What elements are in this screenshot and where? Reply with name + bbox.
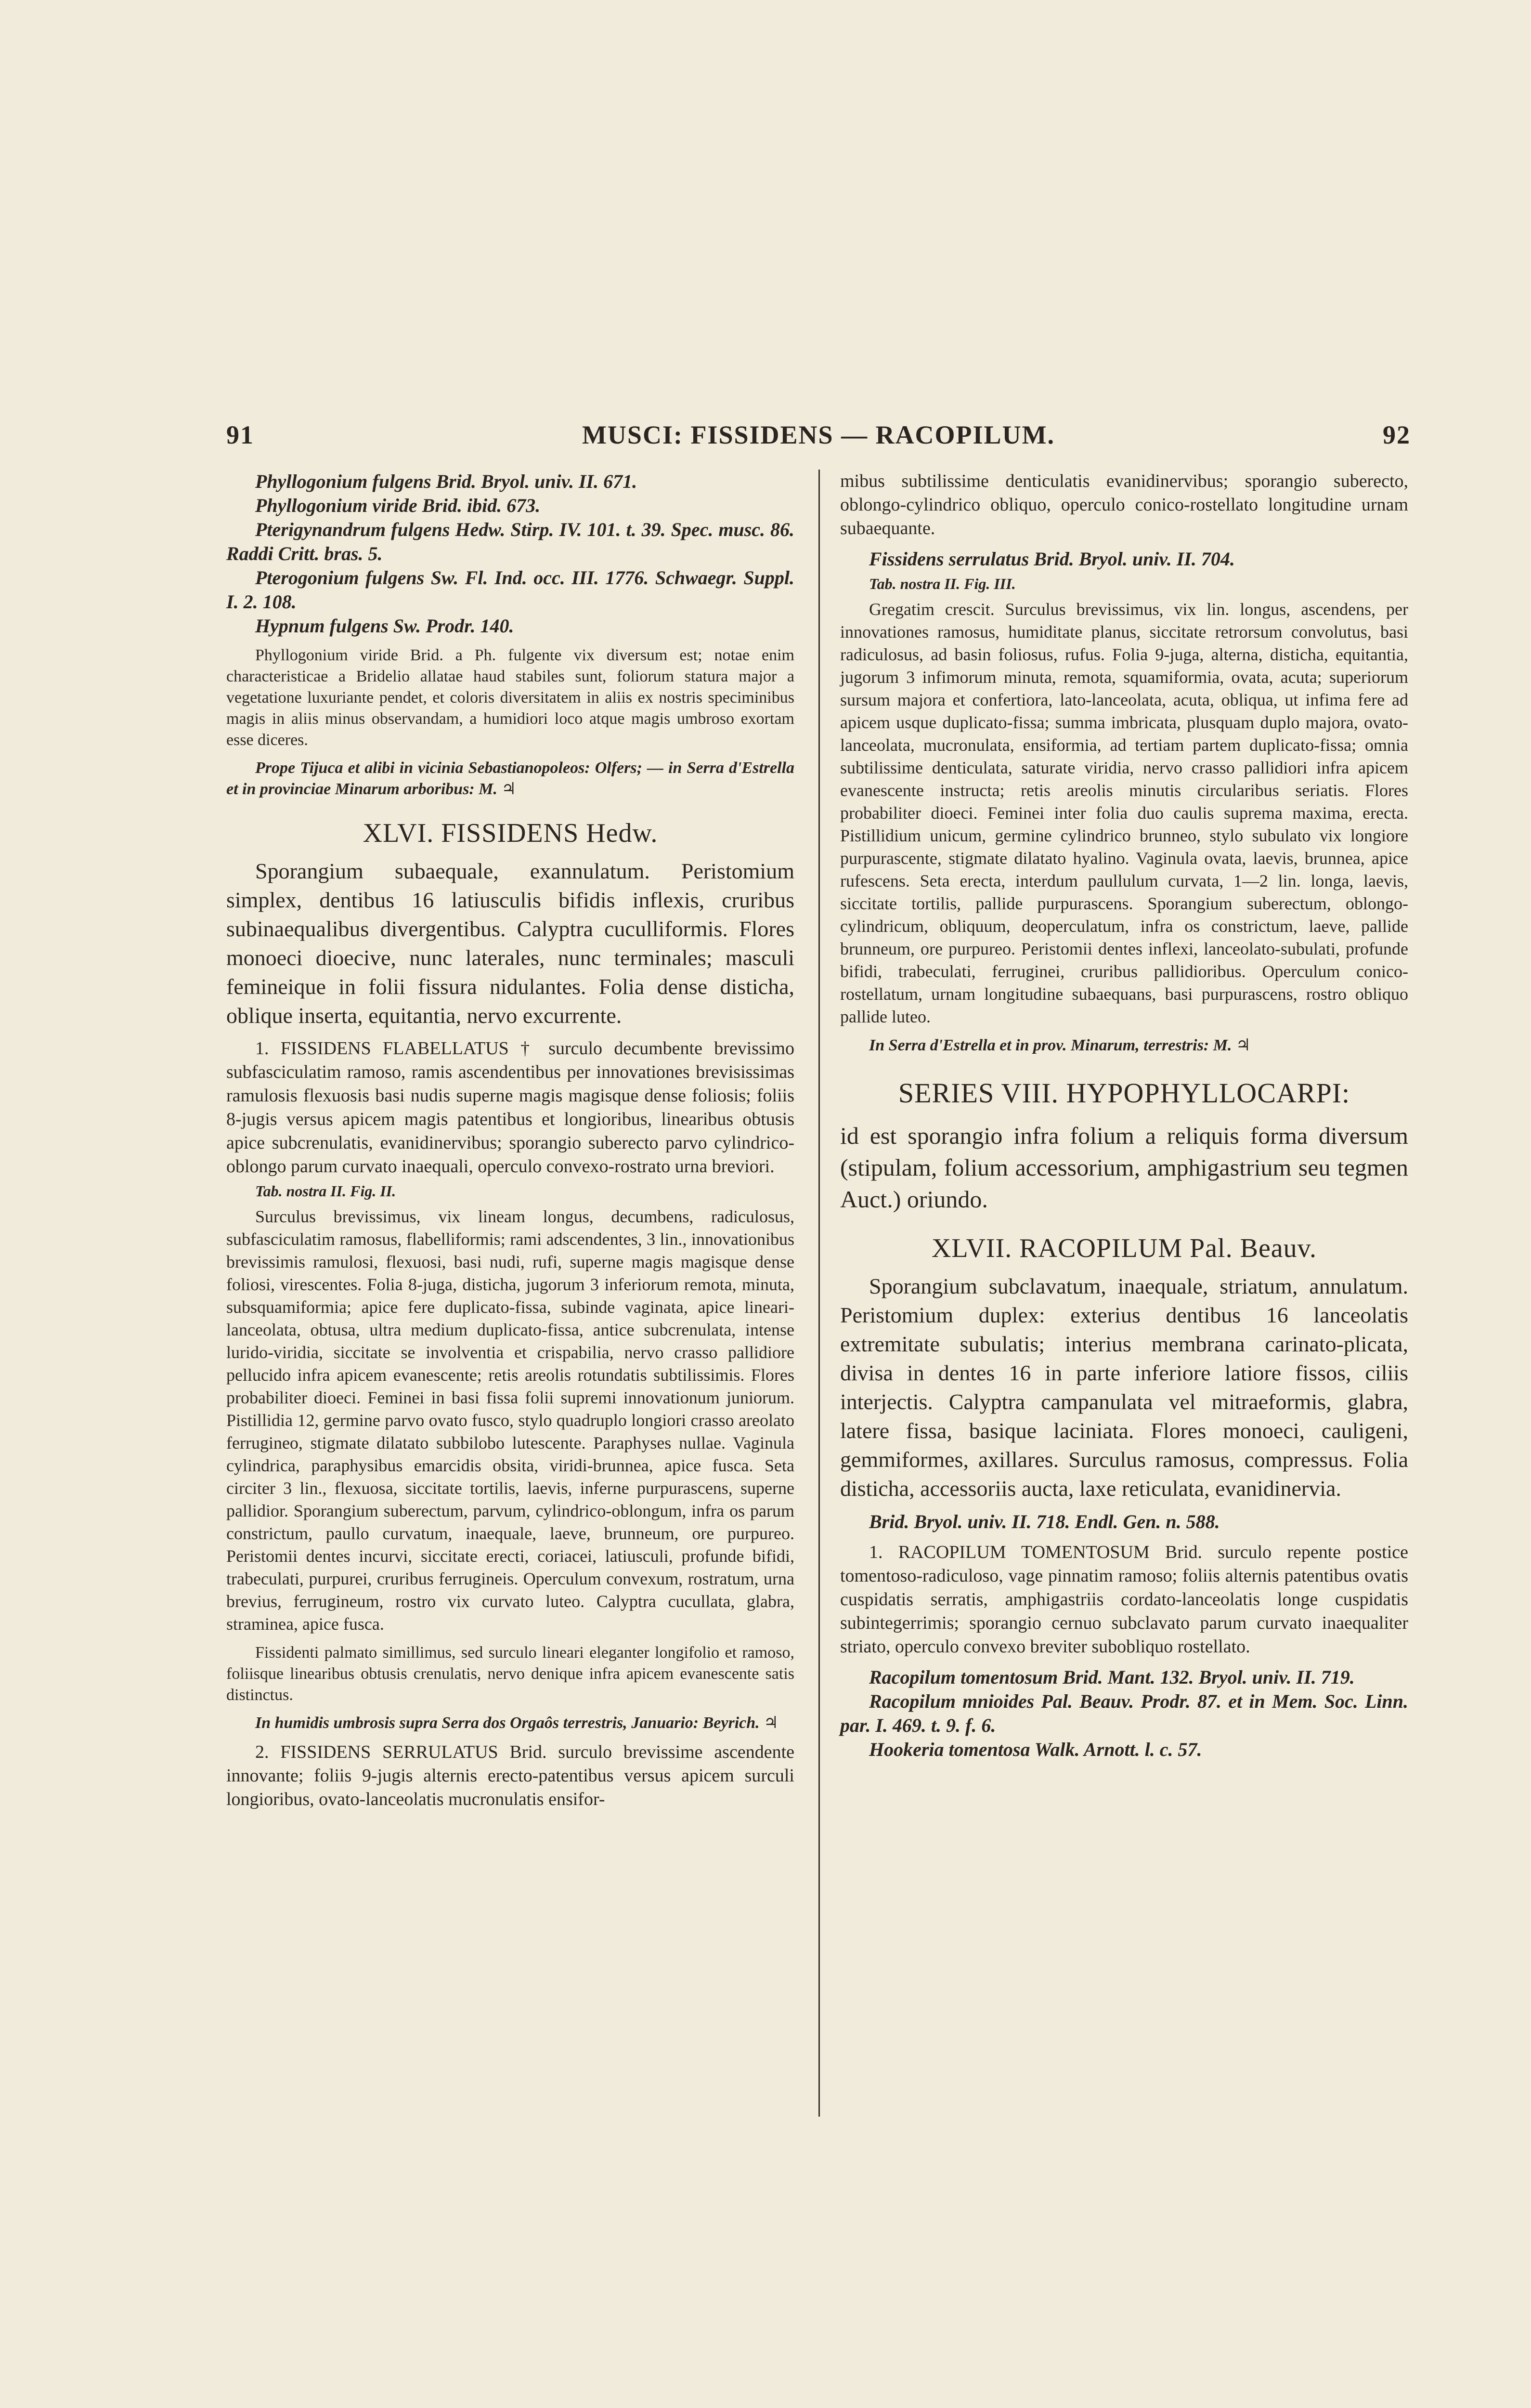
species-diagnosis-continued: mibus subtilissime denticulatis evanidinervibus; sporangio suberecto, oblongo-cylindrico obliquo, operculo conico-rostellato longitudine urnam subaequante. [840, 471, 1408, 538]
synonym: Racopilum mnioides Pal. Beauv. Prodr. 87. et in Mem. Soc. Linn. par. I. 469. t. 9. f. 6. [840, 1690, 1408, 1736]
synonym: Pterogonium fulgens Sw. Fl. Ind. occ. III. 1776. Schwaegr. Suppl. I. 2. 108. [226, 567, 794, 613]
species-diagnosis: 1. RACOPILUM TOMENTOSUM Brid. surculo repente postice tomentoso-radiculoso, vage pinnatim ramoso; foliis alternis patentibus ovatis cuspidatis serratis, amphigastriis cordato-lanceolatis longe cuspidatis subintegerrimis; sporangio cernuo subclavato parum curvato inaequaliter striato, operculo convexo breviter subobliquo rostellato. [840, 1542, 1408, 1657]
column-divider [818, 470, 820, 2117]
running-title: MUSCI: FISSIDENS — RACOPILUM. [582, 420, 1055, 449]
series-heading: SERIES VIII. HYPOPHYLLOCARPI: [898, 1077, 1350, 1109]
genus-description: Sporangium subaequale, exannulatum. Peristomium simplex, dentibus 16 latiusculis bifidis inflexis, cruribus subinaequalibus divergentibus. Calyptra cuculliformis. Flores monoeci dioecive, nunc laterales, nunc terminales; masculi femineique in folii fissura nidulantes. Folia dense disticha, oblique inserta, equitantia, nervo excurrente. [226, 859, 794, 1028]
genus-heading: XLVI. FISSIDENS Hedw. [363, 818, 658, 848]
synonym: Racopilum tomentosum Brid. Mant. 132. Bryol. univ. II. 719. [869, 1666, 1355, 1688]
synonym: Fissidens serrulatus Brid. Bryol. univ. II. 704. [869, 548, 1235, 570]
species-diagnosis: 2. FISSIDENS SERRULATUS Brid. surculo brevissime ascendente innovante; foliis 9-jugis alternis erecto-patentibus versus apicem surculi longioribus, ovato-lanceolatis mucronulatis ensifor- [226, 1742, 794, 1809]
locality-paragraph: Prope Tijuca et alibi in vicinia Sebastianopoleos: Olfers; — in Serra d'Estrella et in provinciae Minarum arboribus: M. ♃ [226, 759, 794, 798]
right-column [840, 470, 1408, 1762]
note-paragraph: Phyllogonium viride Brid. a Ph. fulgente vix diversum est; notae enim characteristicae a Bridelio allatae haud stabiles sunt, foliorum statura major a vegetatione luxuriante pendet, et coloris diversitatem in aliis ex nostris speciminibus magis in aliis minus observandam, a humidiori loco atque magis umbroso exortam esse diceres. [226, 646, 794, 749]
left-column [226, 470, 794, 1811]
running-head [226, 420, 1411, 454]
synonym: Phyllogonium viride Brid. ibid. 673. [255, 495, 541, 516]
synonym: Hypnum fulgens Sw. Prodr. 140. [255, 615, 514, 637]
series-subtitle: id est sporangio infra folium a reliquis forma diversum (stipulam, folium accessorium, amphigastrium seu tegmen Auct.) oriundo. [840, 1122, 1408, 1213]
page-number-left: 91 [226, 420, 254, 449]
synonym: Phyllogonium fulgens Brid. Bryol. univ. II. 671. [255, 471, 637, 492]
synonym: Pterigynandrum fulgens Hedw. Stirp. IV. 101. t. 39. Spec. musc. 86. Raddi Critt. bras. 5. [226, 519, 794, 564]
locality-paragraph: In humidis umbrosis supra Serra dos Orgaôs terrestris, Januario: Beyrich. ♃ [255, 1714, 778, 1732]
genus-heading: XLVII. RACOPILUM Pal. Beauv. [931, 1233, 1317, 1263]
page-number-right: 92 [1383, 420, 1411, 449]
genus-description: Sporangium subclavatum, inaequale, striatum, annulatum. Peristomium duplex: exterius dentibus 16 lanceolatis extremitate subulatis; interius membrana carinato-plicata, divisa in dentes 16 in parte inferiore latiore fissos, ciliis interjectis. Calyptra campanulata vel mitraeformis, glabra, latere fissa, basique laciniata. Flores monoeci, cauligeni, gemmiformes, axillares. Surculus ramosus, compressus. Folia disticha, accessoriis aucta, laxe reticulata, evanidinervia. [840, 1274, 1408, 1501]
synonym: Hookeria tomentosa Walk. Arnott. l. c. 57. [869, 1739, 1202, 1760]
species-description: Gregatim crescit. Surculus brevissimus, vix lin. longus, ascendens, per innovationes ramosus, humiditate planus, siccitate retrorsum convolutus, basi radiculosus, ad basin foliosus, rufus. Folia 9-juga, alterna, disticha, equitantia, jugorum 3 infimorum minuta, remota, squamiformia, ovata, acuta; superiorum sursum majora et confertiora, lato-lanceolata, acuta, obliqua, ut infima fere ad apicem usque duplicato-fissa; summa imbricata, plusquam duplo majora, ovato-lanceolata, mucronulata, ensiformia, ad tertiam partem duplicato-fissa; omnia subtilissime denticulata, saturate viridia, nervo crasso pallidiori infra apicem evanescente instructa; retis areolis minutis circularibus seriatis. Flores probabiliter dioeci. Feminei inter folia duo caulis suprema maxima, erecta. Pistillidium unicum, germine cylindrico brunneo, stylo subulato vix longiore purpurascente, stigmate dilatato hyalino. Vaginula ovata, laevis, brunnea, apice rufescens. Seta erecta, interdum paullulum curvata, 1—2 lin. longa, laevis, siccitate tortilis, pallide purpurascens. Sporangium suberectum, oblongo-cylindricum, obliquum, deoperculatum, infra os constrictum, laeve, pallide brunneum, ore purpureo. Peristomii dentes inflexi, lanceolato-subulati, profunde bifidi, trabeculati, ferruginei, cruribus pallidioribus. Operculum conico-rostellatum, urnam longitudine subaequans, basi purpurascens, rostro obliquo pallide luteo. [840, 600, 1408, 1026]
genus-reference: Brid. Bryol. univ. II. 718. Endl. Gen. n. 588. [869, 1511, 1220, 1532]
species-diagnosis: 1. FISSIDENS FLABELLATUS † surculo decumbente brevissimo subfasciculatim ramoso, ramis ascendentibus per innovationes brevisissimas ramulosis flexuosis basi nudis superne magis magisque dense foliosis; foliis 8-jugis versus apicem magis patentibus et longioribus, linearibus obtusis apice subcrenulatis, evanidinervibus; sporangio suberecto parvo cylindrico-oblongo parum curvato inaequali, operculo convexo-rostrato urna breviori. [226, 1038, 794, 1177]
plate-reference: Tab. nostra II. Fig. II. [255, 1182, 396, 1200]
note-paragraph: Fissidenti palmato simillimus, sed surculo lineari eleganter longifolio et ramoso, foliisque linearibus obtusis crenulatis, nervo denique infra apicem evanescente satis distinctus. [226, 1644, 794, 1704]
locality-paragraph: In Serra d'Estrella et in prov. Minarum, terrestris: M. ♃ [869, 1036, 1251, 1054]
plate-reference: Tab. nostra II. Fig. III. [869, 575, 1016, 592]
species-description: Surculus brevissimus, vix lineam longus, decumbens, radiculosus, subfasciculatim ramosus, flabelliformis; rami adscendentes, 3 lin., innovationibus brevissimis ramulosi, flexuosi, basi nudi, rufi, superne magis magisque dense foliosi, virescentes. Folia 8-juga, disticha, jugorum 3 inferiorum remota, minuta, subsquamiformia; apice fere duplicato-fissa, subinde vaginata, apice lineari-lanceolata, obtusa, ultra medium duplicato-fissa, antice subcrenulata, intense lurido-viridia, siccitate se involventia et crispabilia, nervo crasso pallidiore pellucido infra apicem evanescente; retis areolis rotundatis subtilissimis. Flores probabiliter dioeci. Feminei in basi fissa folii supremi innovationum juniorum. Pistillidia 12, germine parvo ovato fusco, stylo quadruplo longiori crasso areolato ferrugineo, stigmate dilatato subbilobo lutescente. Paraphyses nullae. Vaginula cylindrica, paraphysibus emarcidis obsita, viridi-brunnea, apice fusca. Seta circiter 3 lin., flexuosa, siccitate tortilis, laevis, inferne purpurascens, superne pallidior. Sporangium suberectum, parvum, cylindrico-oblongum, infra os parum constrictum, paullo curvatum, inaequale, laeve, brunneum, ore purpureo. Peristomii dentes incurvi, siccitate erecti, coriacei, latiusculi, profunde bifidi, trabeculati, purpurei, cruribus ferrugineis. Operculum convexum, rostratum, urna brevius, ferrugineum, rostro vix curvato luteo. Calyptra cucullata, glabra, straminea, apice fusca. [226, 1207, 794, 1634]
